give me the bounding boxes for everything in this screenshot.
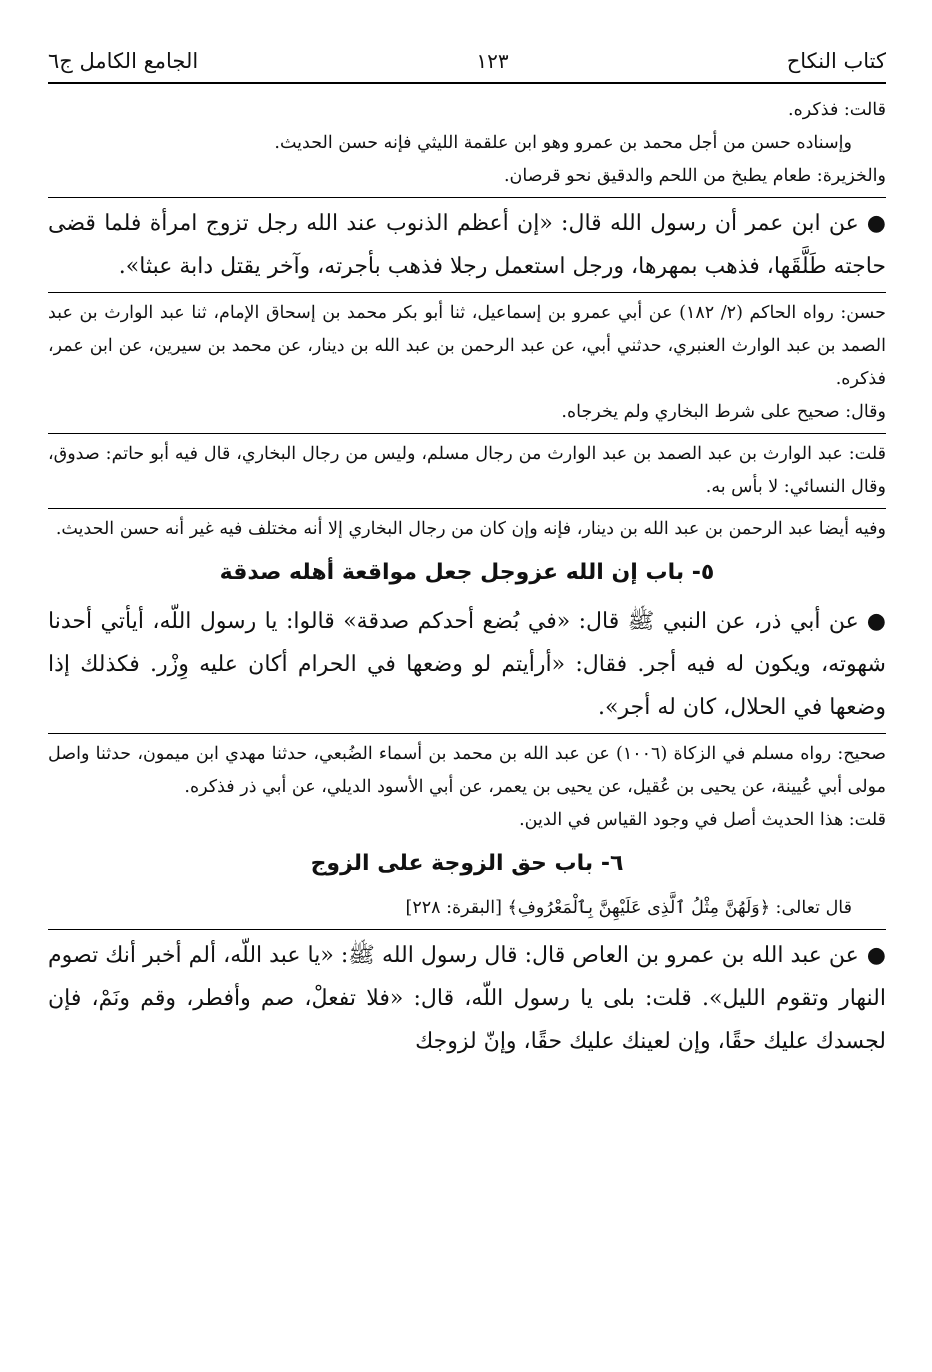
hadith-body: عن عبد الله بن عمرو بن العاص قال: قال رسول الله ﷺ: «يا عبد اللّه، ألم أخبر أنك تصوم النهار وتقوم الليل». قلت: بلى يا رسول اللّه، قال: «فلا تفعلْ، صم وأفطر، وقم ونَمْ، فإن لجسدك عليك حقًا، وإن لعينك عليك حقًا، وإنّ لزوجك — [48, 943, 886, 1054]
hadith-body: عن ابن عمر أن رسول الله قال: «إن أعظم الذنوب عند الله رجل تزوج امرأة فلما قضى حاجته طَلَّقَها، فذهب بمهرها، ورجل استعمل رجلا فذهب بأجرته، وآخر يقتل دابة عبثا». — [48, 211, 886, 279]
section-heading: ٥- باب إن الله عزوجل جعل مواقعة أهله صدقة — [219, 560, 715, 585]
commentary-line: والخزيرة: طعام يطبخ من اللحم والدقيق نحو قرصان. — [503, 166, 886, 186]
header-book-title: الجامع الكامل ج٦ — [48, 49, 199, 73]
header-chapter-title: كتاب النكاح — [786, 49, 886, 73]
commentary-line: وإسناده حسن من أجل محمد بن عمرو وهو ابن علقمة الليثي فإنه حسن الحديث. — [274, 133, 852, 153]
commentary-paragraph: حسن: رواه الحاكم (٢/ ١٨٢) عن أبي عمرو بن إسماعيل، ثنا أبو بكر محمد بن إسحاق الإمام، ثنا عبد الوارث بن عبد الصمد بن عبد الوارث العنبري، حدثني أبي، عن عبد الرحمن بن عبد الله بن دينار، عن محمد بن سيرين، عن ابن عمر، فذكره. — [48, 303, 886, 389]
divider — [48, 433, 886, 434]
section-heading: ٦- باب حق الزوجة على الزوج — [310, 851, 624, 876]
bullet-icon: ● — [866, 609, 886, 634]
hadith-text — [48, 202, 886, 288]
commentary-paragraph: وقال: صحيح على شرط البخاري ولم يخرجاه. — [561, 402, 886, 422]
bullet-icon: ● — [866, 943, 886, 968]
commentary-paragraph: صحيح: رواه مسلم في الزكاة (١٠٠٦) عن عبد الله بن محمد بن أسماء الضُبعي، حدثنا مهدي ابن ميمون، حدثنا واصل مولى أبي عُيينة، عن يحيى بن عُقيل، عن يحيى بن يعمر، عن أبي الأسود الديلي، عن أبي ذر فذكره. — [48, 744, 886, 797]
hadith-text — [48, 600, 886, 729]
bullet-icon: ● — [866, 211, 886, 236]
commentary-paragraph: قلت: عبد الوارث بن عبد الصمد بن عبد الوارث من رجال مسلم، وليس من رجال البخاري، قال فيه أبو حاتم: صدوق، وقال النسائي: لا بأس به. — [48, 444, 886, 497]
hadith-body: عن أبي ذر، عن النبي ﷺ قال: «في بُضع أحدكم صدقة» قالوا: يا رسول اللّه، أيأتي أحدنا شهوته، ويكون له فيه أجر. فقال: «أرأيتم لو وضعها في الحرام أكان عليه وِزْر. فكذلك إذا وضعها في الحلال، كان له أجر». — [48, 609, 886, 720]
hadith-text — [48, 934, 886, 1063]
divider — [48, 197, 886, 198]
divider — [48, 733, 886, 734]
commentary-line: قالت: فذكره. — [788, 100, 886, 120]
quran-verse: قال تعالى: ﴿وَلَهُنَّ مِثْلُ ٱلَّذِى عَلَيْهِنَّ بِٱلْمَعْرُوفِ﴾ [البقرة: ٢٢٨] — [405, 898, 852, 918]
page-header — [48, 40, 886, 84]
commentary-paragraph: قلت: هذا الحديث أصل في وجود القياس في الدين. — [519, 810, 886, 830]
page-number: ١٢٣ — [476, 49, 509, 73]
divider — [48, 508, 886, 509]
commentary-paragraph: وفيه أيضا عبد الرحمن بن عبد الله بن دينار، فإنه وإن كان من رجال البخاري إلا أنه مختلف فيه غير أنه حسن الحديث. — [55, 519, 886, 539]
divider — [48, 292, 886, 293]
divider — [48, 929, 886, 930]
